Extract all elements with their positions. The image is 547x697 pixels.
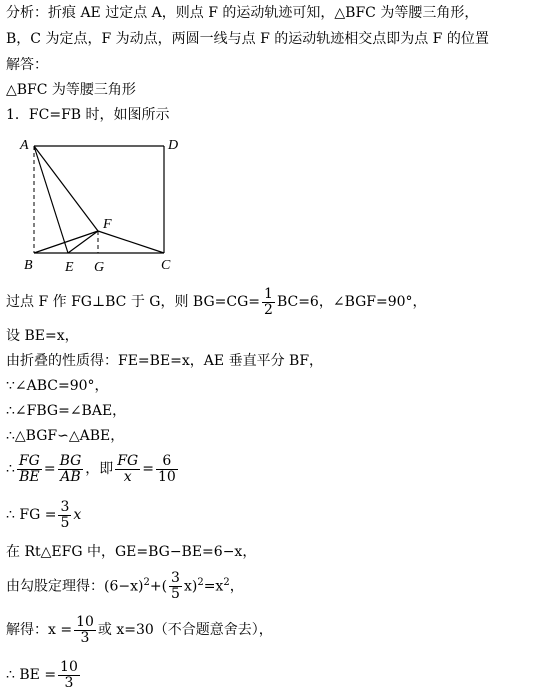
label-A: A: [20, 138, 29, 153]
label-E: E: [65, 260, 74, 274]
step-fold-property: 由折叠的性质得：FE=BE=x，AE 垂直平分 BF，: [6, 353, 324, 369]
step-fg-value: ∴ FG = $\frac{3}{5}$ x: [6, 498, 82, 531]
label-G: G: [94, 260, 105, 274]
step-let-be-x: 设 BE=x，: [6, 328, 79, 344]
step-angle-equal: ∴∠FBG=∠BAE，: [6, 403, 127, 419]
label-B: B: [24, 258, 33, 273]
label-C: C: [161, 258, 171, 273]
segment-AF: [34, 146, 98, 231]
segment-FC: [98, 231, 164, 253]
segment-FB: [34, 231, 98, 253]
step-similar-triangles: ∴△BGF∽△ABE，: [6, 428, 125, 444]
analysis-line-1: 分析：折痕 AE 过定点 A，则点 F 的运动轨迹可知，△BFC 为等腰三角形，: [6, 5, 479, 21]
triangle-type: △BFC 为等腰三角形: [6, 82, 136, 98]
label-F: F: [103, 217, 112, 232]
answer-label: 解答：: [6, 57, 48, 73]
analysis-line-2: B，C 为定点，F 为动点，两圆一线与点 F 的运动轨迹相交点即为点 F 的位置: [6, 31, 489, 47]
case-1-heading: 1．FC=FB 时，如图所示: [6, 107, 170, 123]
step-be-value: ∴ BE = $\frac{10}{3}$: [6, 658, 78, 691]
geometry-figure: [14, 132, 184, 274]
label-D: D: [168, 138, 179, 153]
step-angle-abc: ∵∠ABC=90°，: [6, 378, 109, 394]
step-rt-triangle: 在 Rt△EFG 中，GE=BG−BE=6−x，: [6, 544, 257, 560]
step-proportion: ∴ $\frac{FG}{BE}$ = $\frac{BG}{AB}$ ，即 $\frac{FG}{x}$ = $\frac{6}{10}$: [6, 452, 176, 485]
segment-AE: [34, 146, 68, 253]
segment-FE: [68, 231, 98, 253]
step-solution: 解得：x = $\frac{10}{3}$ 或 x=30（不合题意舍去），: [6, 613, 273, 646]
step-pythagorean: 由勾股定理得：$(6-x)^2+$( $\frac{3}{5}$ $x)^2=x^2$，: [6, 570, 244, 603]
step-foot-of-perpendicular: 过点 F 作 FG⊥BC 于 G，则 BG=CG= $\frac{1}{2}$ BC=6，∠BGF=90°，: [6, 285, 427, 318]
